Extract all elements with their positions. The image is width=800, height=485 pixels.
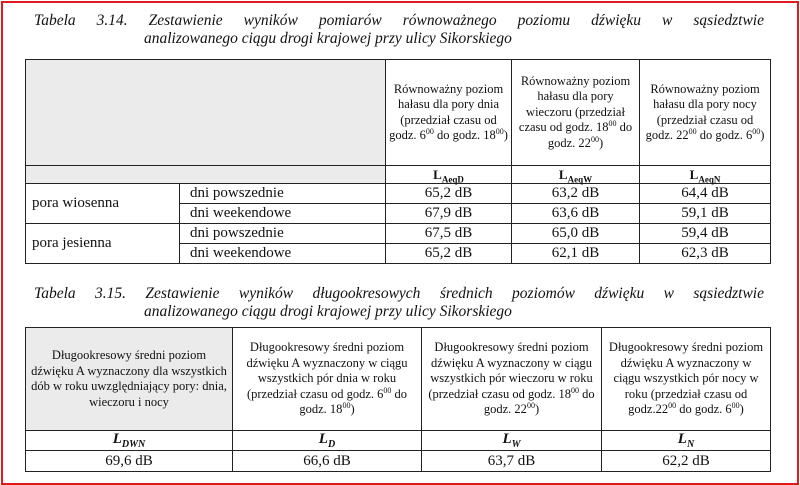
table1-caption-line1: Tabela 3.14. Zestawienie wyników pomiarów równoważnego poziomu dźwięku w sąsiedztwie xyxy=(34,12,764,29)
symbol-ln: $L_N$ xyxy=(602,431,771,451)
value-cell: 67,5 dB xyxy=(386,224,512,244)
value-cell: 66,6 dB xyxy=(233,451,422,472)
value-cell: 62,2 dB xyxy=(602,451,771,472)
header-night-year: Długookresowy średni poziom dźwięku A wyznaczony w ciągu wszystkich pór nocy w roku (przedział czasu od $godz.22^{00}$ do godz. $6^{00}$) xyxy=(602,328,771,431)
row-label: dni powszednie xyxy=(180,224,386,244)
group-label-autumn: pora jesienna xyxy=(26,224,180,264)
header-evening-year: Długookresowy średni poziom dźwięku A wyznaczony w ciągu wszystkich pór wieczoru w roku (przedział czasu od godz. $18^{00}$ do godz. $22^{00}$) xyxy=(422,328,602,431)
group-label-spring: pora wiosenna xyxy=(26,184,180,224)
table2-caption-line1: Tabela 3.15. Zestawienie wyników długookresowych średnich poziomów dźwięku w sąsiedztwie xyxy=(34,285,764,302)
symbol-blank-cell xyxy=(26,166,386,184)
value-cell: 69,6 dB xyxy=(26,451,233,472)
value-cell: 67,9 dB xyxy=(386,204,512,224)
symbol-lw: $L_W$ xyxy=(422,431,602,451)
table1-caption xyxy=(34,12,764,48)
header-evening-period: Równoważny poziom hałasu dla pory wieczoru (przedział czasu od godz. $18^{00}$ do godz. $22^{00}$) xyxy=(512,60,640,166)
value-cell: 65,2 dB xyxy=(386,184,512,204)
row-label: dni weekendowe xyxy=(180,244,386,264)
table-row xyxy=(26,224,771,244)
table-long-term-noise-levels xyxy=(25,327,771,472)
symbol-laeqd: $L_{AeqD}$ xyxy=(386,166,512,184)
value-cell: 59,4 dB xyxy=(640,224,771,244)
value-cell: 63,6 dB xyxy=(512,204,640,224)
symbol-ldwn: $L_{DWN}$ xyxy=(26,431,233,451)
table-row xyxy=(26,184,771,204)
table2-caption xyxy=(34,285,764,321)
value-cell: 62,3 dB xyxy=(640,244,771,264)
table1-caption-line2: analizowanego ciągu drogi krajowej przy ulicy Sikorskiego xyxy=(144,30,512,47)
header-day-year: Długookresowy średni poziom dźwięku A wyznaczony w ciągu wszystkich pór dnia w roku (przedział czasu od godz. $6^{00}$ do godz. $18^{00}$) xyxy=(233,328,422,431)
header-night-period: Równoważny poziom hałasu dla pory nocy (przedział czasu od godz. $22^{00}$ do godz. $6^{00}$) xyxy=(640,60,771,166)
symbol-ld: $L_D$ xyxy=(233,431,422,451)
value-cell: 63,7 dB xyxy=(422,451,602,472)
value-cell: 64,4 dB xyxy=(640,184,771,204)
table-equivalent-noise-levels xyxy=(25,59,771,264)
table2-caption-line2: analizowanego ciągu drogi krajowej przy ulicy Sikorskiego xyxy=(144,303,512,320)
value-cell: 62,1 dB xyxy=(512,244,640,264)
symbol-laeqn: $L_{AeqN}$ xyxy=(640,166,771,184)
symbol-laeqw: $L_{AeqW}$ xyxy=(512,166,640,184)
header-all-day: Długookresowy średni poziom dźwięku A wyznaczony dla wszystkich dób w roku uwzględniający pory: dnia, wieczoru i nocy xyxy=(26,328,233,431)
value-cell: 63,2 dB xyxy=(512,184,640,204)
table-row xyxy=(26,451,771,472)
value-cell: 65,2 dB xyxy=(386,244,512,264)
header-blank-cell xyxy=(26,60,386,166)
row-label: dni powszednie xyxy=(180,184,386,204)
value-cell: 65,0 dB xyxy=(512,224,640,244)
header-day-period: Równoważny poziom hałasu dla pory dnia (przedział czasu od godz. $6^{00}$ do godz. $18^{00}$) xyxy=(386,60,512,166)
row-label: dni weekendowe xyxy=(180,204,386,224)
value-cell: 59,1 dB xyxy=(640,204,771,224)
